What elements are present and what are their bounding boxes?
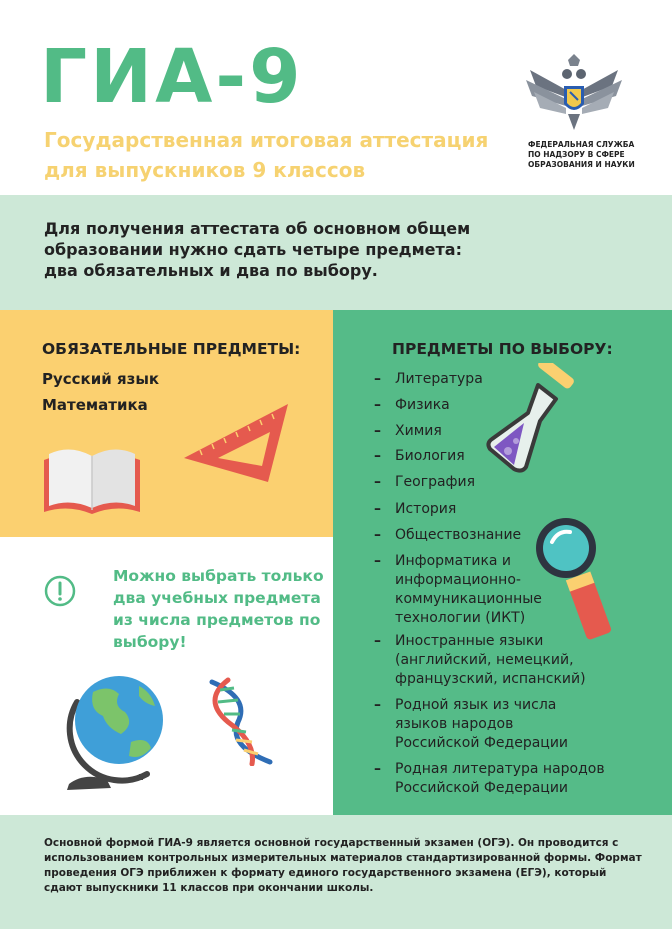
dna-icon	[198, 676, 288, 766]
bullet-dash: –	[374, 633, 381, 649]
elective-item-label: Родной язык из числа языков народов Российской Федерации	[395, 697, 569, 751]
bullet-dash: –	[374, 371, 381, 387]
agency-name: ФЕДЕРАЛЬНАЯ СЛУЖБА ПО НАДЗОРУ В СФЕРЕ ОБРАЗОВАНИЯ И НАУКИ	[528, 140, 635, 169]
elective-item-label: Иностранные языки (английский, немецкий, французский, испанский)	[395, 633, 586, 687]
mandatory-subject: Русский язык	[42, 370, 160, 388]
bullet-dash: –	[374, 553, 381, 569]
bullet-dash: –	[374, 474, 381, 490]
elective-item-label: История	[395, 501, 457, 517]
intro-text: Для получения аттестата об основном общем образовании нужно сдать четыре предмета: два обязательных и два по выбору.	[44, 219, 471, 280]
magnifier-icon	[532, 512, 620, 642]
bullet-dash: –	[374, 527, 381, 543]
mandatory-heading: ОБЯЗАТЕЛЬНЫЕ ПРЕДМЕТЫ:	[42, 340, 301, 358]
elective-item-label: Биология	[395, 448, 465, 464]
exclamation-circle-icon	[44, 575, 76, 607]
bullet-dash: –	[374, 397, 381, 413]
bullet-dash: –	[374, 697, 381, 713]
bullet-dash: –	[374, 501, 381, 517]
elective-item-label: География	[395, 474, 476, 490]
bullet-dash: –	[374, 448, 381, 464]
elective-item-label: Физика	[395, 397, 450, 413]
bullet-dash: –	[374, 761, 381, 777]
eagle-emblem-icon	[522, 52, 626, 136]
page-subtitle: Государственная итоговая аттестация для выпускников 9 классов	[44, 128, 489, 182]
elective-item-label: Обществознание	[395, 527, 522, 543]
note-text: Можно выбрать только два учебных предмета из числа предметов по выбору!	[113, 567, 324, 651]
footer-text: Основной формой ГИА-9 является основной государственный экзамен (ОГЭ). Он проводится с использованием контрольных измерительных материалов стандартизированной формы. Формат проведения ОГЭ приближен к формату единого государственного экзамена (ЕГЭ), который сдают выпускники 11 классов при окончании школы.	[44, 837, 642, 894]
elective-item-label: Литература	[395, 371, 483, 387]
triangle-ruler-icon	[170, 396, 300, 486]
flask-icon	[484, 363, 584, 475]
globe-icon	[55, 662, 175, 792]
bullet-dash: –	[374, 423, 381, 439]
elective-item-label: Химия	[395, 423, 442, 439]
page-title: ГИА-9	[40, 34, 304, 120]
elective-heading: ПРЕДМЕТЫ ПО ВЫБОРУ:	[392, 340, 613, 358]
open-book-icon	[40, 438, 145, 518]
elective-item-label: Информатика и информационно-коммуникационные технологии (ИКТ)	[395, 553, 542, 626]
elective-item-label: Родная литература народов Российской Федерации	[395, 761, 605, 796]
mandatory-subject: Математика	[42, 396, 148, 414]
